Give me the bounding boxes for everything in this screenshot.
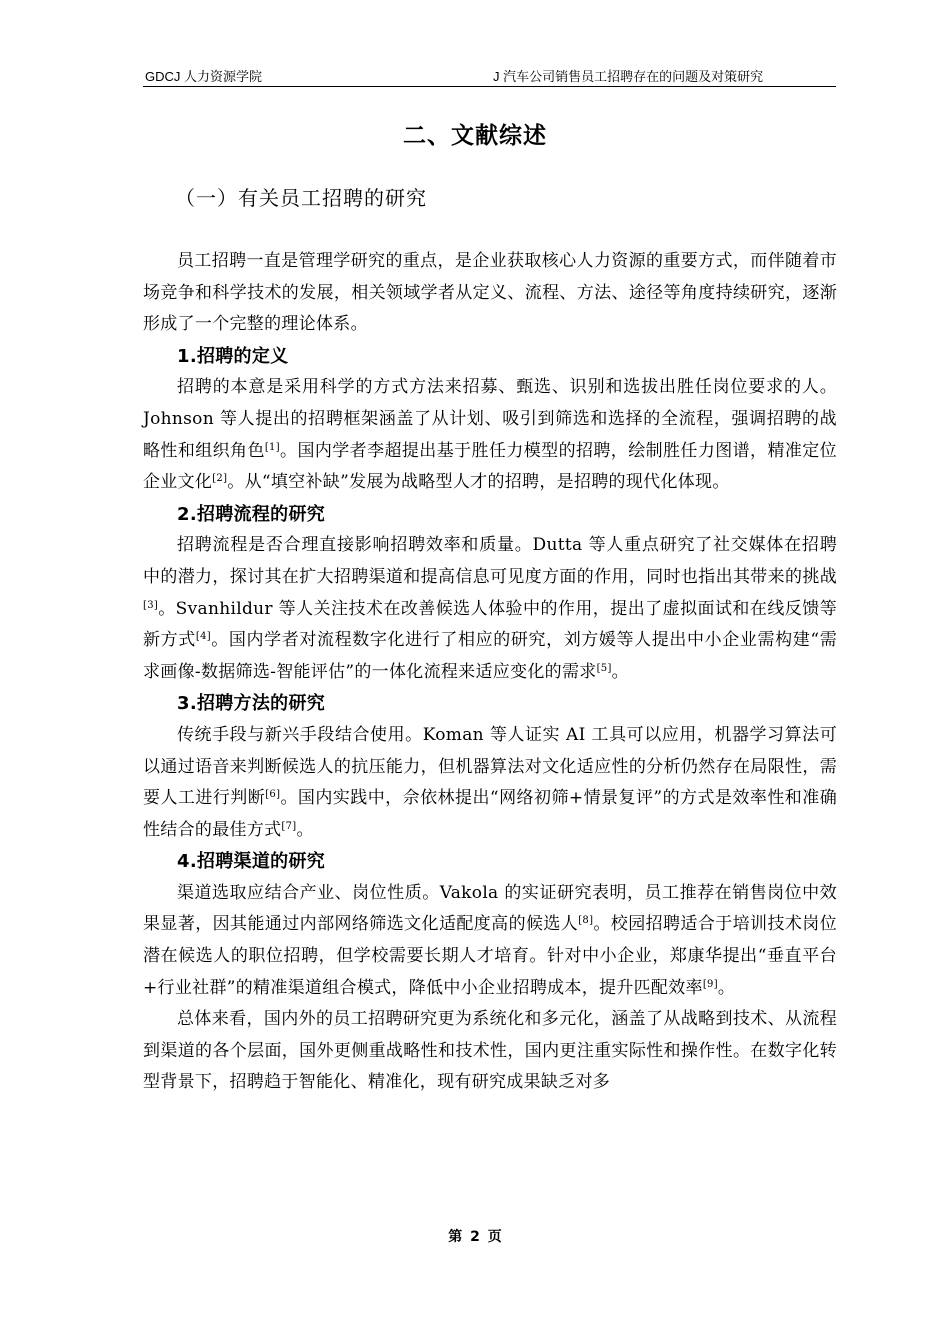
section-title: （一）有关员工招聘的研究 <box>175 186 427 210</box>
intro-paragraph: 员工招聘一直是管理学研究的重点，是企业获取核心人力资源的重要方式，而伴随着市场竞争和科学技术的发展，相关领域学者从定义、流程、方法、途径等角度持续研究，逐渐形成了一个完整的理论体系。 <box>143 251 837 335</box>
text-segment: 。Svanhildur 等人关注技术在改善候选人体验中的作用，提出了虚拟面试和在线反馈等新方式 <box>143 598 837 651</box>
text-segment: 招聘的本意是采用科学的方式方法来招募、甄选、识别和选拔出胜任岗位要求的人。Johnson 等人提出的招聘框架涵盖了从计划、吸引到筛选和选择的全流程，强调招聘的战略性和组织角色 <box>143 377 837 461</box>
subsection-paragraph-channels <box>143 878 837 1004</box>
citation-ref[interactable]: [4] <box>195 631 211 643</box>
subsection-paragraph-definition <box>143 372 837 498</box>
text-segment: 招聘流程是否合理直接影响招聘效率和质量。Dutta 等人重点研究了社交媒体在招聘中的潜力，探讨其在扩大招聘渠道和提高信息可见度方面的作用，同时也指出其带来的挑战 <box>143 535 837 587</box>
page-number: 第 2 页 <box>448 1229 502 1245</box>
citation-ref[interactable]: [8] <box>578 915 594 927</box>
text-segment: 。 <box>611 661 629 682</box>
summary-paragraph: 总体来看，国内外的员工招聘研究更为系统化和多元化，涵盖了从战略到技术、从流程到渠道的各个层面，国外更侧重战略性和技术性，国内更注重实际性和操作性。在数字化转型背景下，招聘趋于智能化、精准化，现有研究成果缺乏对多 <box>143 1009 837 1093</box>
subsection-heading-process: 2.招聘流程的研究 <box>177 503 326 525</box>
subsection-paragraph-methods <box>143 720 837 846</box>
text-segment: 。 <box>296 819 314 840</box>
citation-ref[interactable]: [5] <box>596 662 612 674</box>
text-segment: 。国内学者对流程数字化进行了相应的研究，刘方媛等人提出中小企业需构建“需求画像-数据筛选-智能评估”的一体化流程来适应变化的需求 <box>143 630 837 682</box>
citation-ref[interactable]: [1] <box>264 441 280 453</box>
text-segment: 。 <box>717 977 736 998</box>
text-segment: 。国内实践中，佘依林提出“网络初筛+情景复评”的方式是效率性和准确性结合的最佳方式 <box>143 788 837 840</box>
citation-ref[interactable]: [6] <box>265 789 281 801</box>
header-thesis-title: J 汽车公司销售员工招聘存在的问题及对策研究 <box>493 69 764 84</box>
citation-ref[interactable]: [3] <box>143 599 159 611</box>
text-segment: 。从“填空补缺”发展为战略型人才的招聘，是招聘的现代化体现。 <box>227 472 730 493</box>
running-header <box>143 68 836 87</box>
body-text <box>143 246 837 1099</box>
subsection-heading-channels: 4.招聘渠道的研究 <box>177 851 326 873</box>
subsection-paragraph-process <box>143 530 837 688</box>
subsection-heading-definition: 1.招聘的定义 <box>177 345 289 367</box>
citation-ref[interactable]: [7] <box>281 820 297 832</box>
chapter-title: 二、文献综述 <box>403 123 547 149</box>
text-segment: 渠道选取应结合产业、岗位性质。Vakola 的实证研究表明，员工推荐在销售岗位中效果显著，因其能通过内部网络筛选文化适配度高的候选人 <box>143 882 837 935</box>
citation-ref[interactable]: [9] <box>702 978 718 990</box>
text-segment: 传统手段与新兴手段结合使用。Koman 等人证实 AI 工具可以应用，机器学习算法可以通过语音来判断候选人的抗压能力，但机器算法对文化适应性的分析仍然存在局限性，需要人工进行判断 <box>143 724 837 809</box>
citation-ref[interactable]: [2] <box>212 473 228 485</box>
header-institution: GDCJ 人力资源学院 <box>145 69 263 84</box>
text-segment: 。校园招聘适合于培训技术岗位潜在候选人的职位招聘，但学校需要长期人才培育。针对中小企业，郑康华提出“垂直平台+行业社群”的精准渠道组合模式，降低中小企业招聘成本，提升匹配效率 <box>143 914 837 998</box>
text-segment: 。国内学者李超提出基于胜任力模型的招聘，绘制胜任力图谱，精准定位企业文化 <box>143 440 837 493</box>
subsection-heading-methods: 3.招聘方法的研究 <box>177 693 326 715</box>
